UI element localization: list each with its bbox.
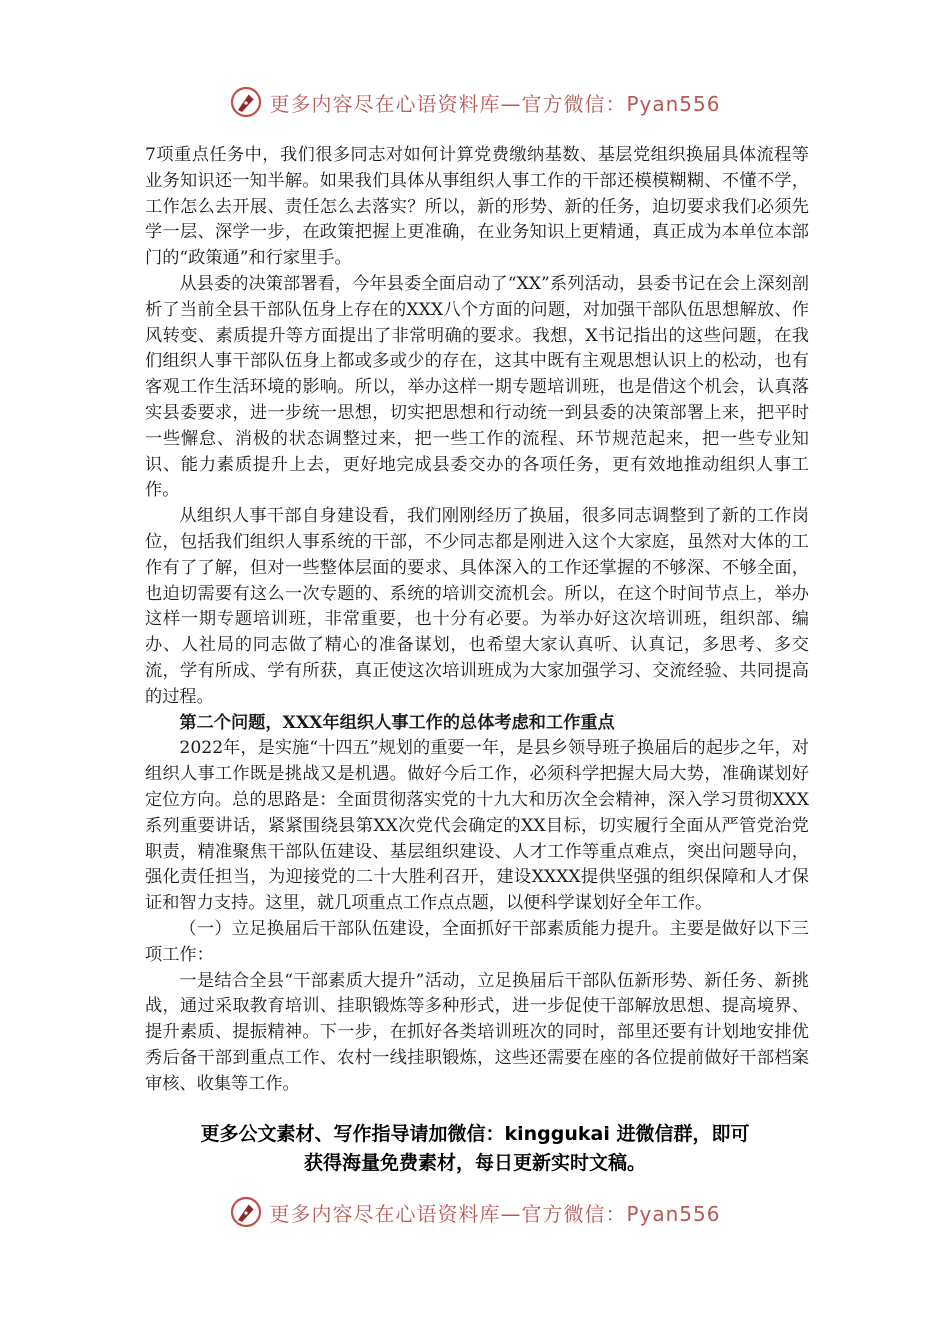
document-body <box>145 143 809 1097</box>
header-banner <box>0 82 950 122</box>
promo-line-1: 更多公文素材、写作指导请加微信：kinggukai 进微信群，即可 <box>200 1123 750 1145</box>
paragraph: 从县委的决策部署看，今年县委全面启动了“XX”系列活动，县委书记在会上深刻剖析了当前全县干部队伍身上存在的XXX八个方面的问题，对加强干部队伍思想解放、作风转变、素质提升等方面提出了非常明确的要求。我想，X书记指出的这些问题，在我们组织人事干部队伍身上都或多或少的存在，这其中既有主观思想认识上的松动，也有客观工作生活环境的影响。所以，举办这样一期专题培训班，也是借这个机会，认真落实县委要求，进一步统一思想，切实把思想和行动统一到县委的决策部署上来，把平时一些懈怠、消极的状态调整过来，把一些工作的流程、环节规范起来，把一些专业知识、能力素质提升上去，更好地完成县委交办的各项任务，更有效地推动组织人事工作。 <box>145 273 809 501</box>
paragraph: 从组织人事干部自身建设看，我们刚刚经历了换届，很多同志调整到了新的工作岗位，包括我们组织人事系统的干部，不少同志都是刚进入这个大家庭，虽然对大体的工作有了了解，但对一些整体层面的要求、具体深入的工作还掌握的不够深、不够全面，也迫切需要有这么一次专题的、系统的培训交流机会。所以，在这个时间节点上，举办这样一期专题培训班，非常重要，也十分有必要。为举办好这次培训班，组织部、编办、人社局的同志做了精心的准备谋划，也希望大家认真听、认真记，多思考、多交流，学有所成、学有所获，真正使这次培训班成为大家加强学习、交流经验、共同提高的过程。 <box>145 506 809 707</box>
footer-banner-text: 更多内容尽在心语资料库—官方微信：Pyan556 <box>269 1201 721 1226</box>
paragraph: 7项重点任务中，我们很多同志对如何计算党费缴纳基数、基层党组织换届具体流程等业务知识还一知半解。如果我们具体从事组织人事工作的干部还模模糊糊、不懂不学，工作怎么去开展、责任怎么去落实？所以，新的形势、新的任务，迫切要求我们必须先学一层、深学一步，在政策把握上更准确，在业务知识上更精通，真正成为本单位本部门的“政策通”和行家里手。 <box>145 145 809 269</box>
section-heading: 第二个问题，XXX年组织人事工作的总体考虑和工作重点 <box>179 712 615 733</box>
promo-line-2: 获得海量免费素材，每日更新实时文稿。 <box>303 1152 646 1174</box>
promo-notice <box>100 1120 850 1178</box>
paragraph: 2022年，是实施“十四五”规划的重要一年，是县乡领导班子换届后的起步之年，对组织人事工作既是挑战又是机遇。做好今后工作，必须科学把握大局大势，准确谋划好定位方向。总的思路是：全面贯彻落实党的十九大和历次全会精神，深入学习贯彻XXX系列重要讲话，紧紧围绕县第XX次党代会确定的XX目标，切实履行全面从严管党治党职责，精准聚焦干部队伍建设、基层组织建设、人才工作等重点难点，突出问题导向，强化责任担当，为迎接党的二十大胜利召开，建设XXXX提供坚强的组织保障和人才保证和智力支持。这里，就几项重点工作点点题，以便科学谋划好全年工作。 <box>145 738 809 914</box>
paragraph: 一是结合全县“干部素质大提升”活动，立足换届后干部队伍新形势、新任务、新挑战，通过采取教育培训、挂职锻炼等多种形式，进一步促使干部解放思想、提高境界、提升素质、提振精神。下一步，在抓好各类培训班次的同时，部里还要有计划地安排优秀后备干部到重点工作、农村一线挂职锻炼，这些还需要在座的各位提前做好干部档案审核、收集等工作。 <box>145 970 809 1094</box>
header-banner-text: 更多内容尽在心语资料库—官方微信：Pyan556 <box>269 91 721 116</box>
pen-nib-logo-icon <box>229 1195 263 1229</box>
pen-nib-logo-icon <box>229 85 263 119</box>
footer-banner <box>0 1192 950 1232</box>
paragraph: （一）立足换届后干部队伍建设，全面抓好干部素质能力提升。主要是做好以下三项工作： <box>145 918 809 965</box>
